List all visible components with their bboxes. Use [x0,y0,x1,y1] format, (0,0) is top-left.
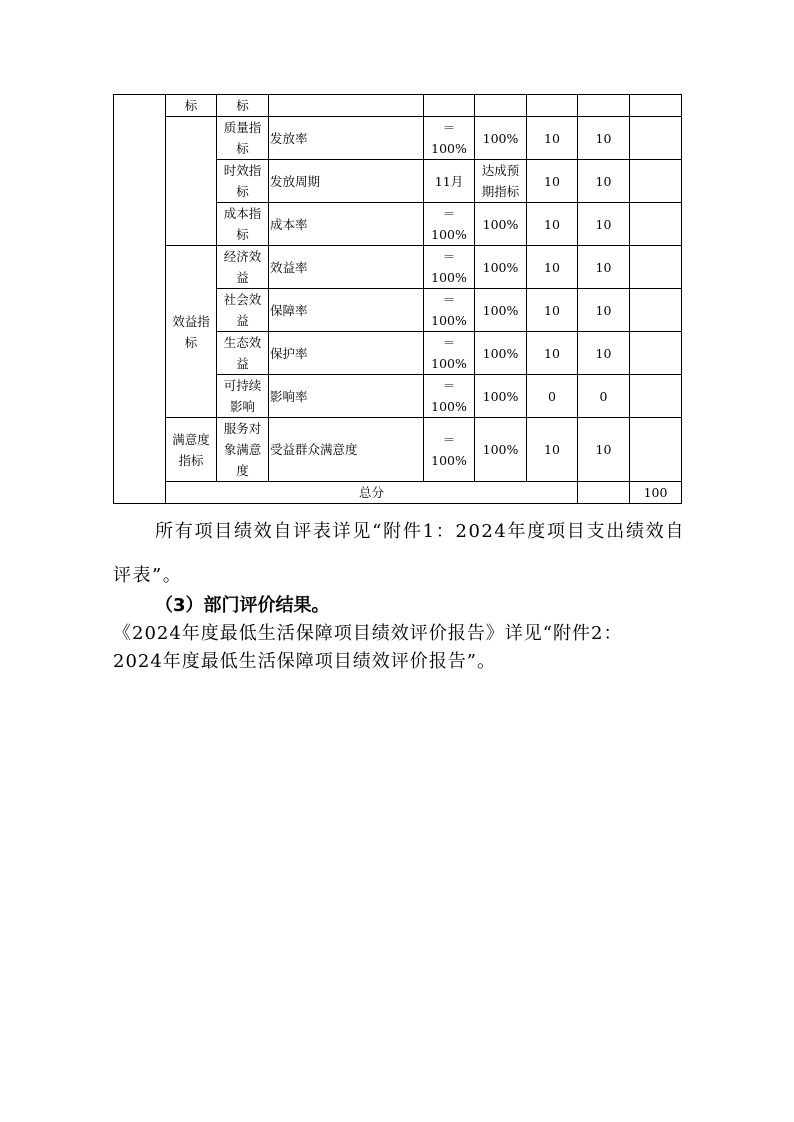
satisfaction-group-cell: 满意度 指标 [166,418,217,482]
target-value: ＝100% [424,332,475,375]
remark-cell [630,289,682,332]
score-value: 10 [578,332,630,375]
total-row [114,482,682,504]
remark-cell [630,203,682,246]
indicator-name: 保障率 [269,289,424,332]
indicator-name: 影响率 [269,375,424,418]
actual-value: 100% [475,418,527,482]
weight-value: 10 [527,289,578,332]
score-value: 10 [578,203,630,246]
actual-value: 达成预 期指标 [475,160,527,203]
actual-value: 100% [475,332,527,375]
performance-table [113,94,682,504]
target-value: 11月 [424,160,475,203]
indicator-cell: 经济效 益 [217,246,269,289]
weight-value: 10 [527,203,578,246]
indicator-cell: 生态效 益 [217,332,269,375]
score-value: 10 [578,289,630,332]
total-label: 总分 [166,482,578,504]
remark-cell [630,418,682,482]
evaluation-result-paragraph [113,620,693,676]
score-value: 10 [578,117,630,160]
total-weight: 100 [630,482,682,504]
table-row [114,418,682,482]
table-row [114,246,682,289]
actual-value: 100% [475,203,527,246]
actual-value: 100% [475,289,527,332]
indicator-name: 受益群众满意度 [269,418,424,482]
indicator-cell: 可持续 影响 [217,375,269,418]
remark-cell [630,117,682,160]
paragraph-line: 2024年度最低生活保障项目绩效评价报告”。 [113,651,497,672]
indicator-name: 效益率 [269,246,424,289]
target-value: ＝100% [424,418,475,482]
indicator-name: 成本率 [269,203,424,246]
target-value: ＝100% [424,203,475,246]
indicator-cell: 服务对 象满意 度 [217,418,269,482]
target-value: ＝100% [424,117,475,160]
indicator-name: 发放率 [269,117,424,160]
remark-cell [630,160,682,203]
target-value: ＝100% [424,289,475,332]
remark-cell [630,375,682,418]
indicator-name: 发放周期 [269,160,424,203]
table-row [114,117,682,160]
indicator-cell: 成本指 标 [217,203,269,246]
remark-cell [630,246,682,289]
level3-cell: 标 [217,95,269,117]
score-value: 0 [578,375,630,418]
section-heading: （3）部门评价结果。 [155,595,330,616]
indicator-cell: 时效指 标 [217,160,269,203]
actual-value: 100% [475,246,527,289]
self-evaluation-paragraph: 所有项目绩效自评表详见“附件1：2024年度项目支出绩效自评表”。 [113,521,685,586]
weight-value: 10 [527,418,578,482]
target-value: ＝100% [424,246,475,289]
weight-value: 10 [527,246,578,289]
weight-value: 10 [527,117,578,160]
weight-value: 10 [527,332,578,375]
score-value: 10 [578,246,630,289]
level1-cell [114,95,166,504]
indicator-name: 保护率 [269,332,424,375]
remark-cell [630,332,682,375]
benefit-group-cell: 效益指 标 [166,246,217,418]
indicator-cell: 质量指 标 [217,117,269,160]
table-row [114,95,682,117]
weight-value: 10 [527,160,578,203]
target-value: ＝100% [424,375,475,418]
actual-value: 100% [475,375,527,418]
level2-cell: 标 [166,95,217,117]
weight-value: 0 [527,375,578,418]
score-value: 10 [578,418,630,482]
paragraph-line: 《2024年度最低生活保障项目绩效评价报告》详见“附件2： [113,623,623,644]
actual-value: 100% [475,117,527,160]
indicator-cell: 社会效 益 [217,289,269,332]
score-value: 10 [578,160,630,203]
